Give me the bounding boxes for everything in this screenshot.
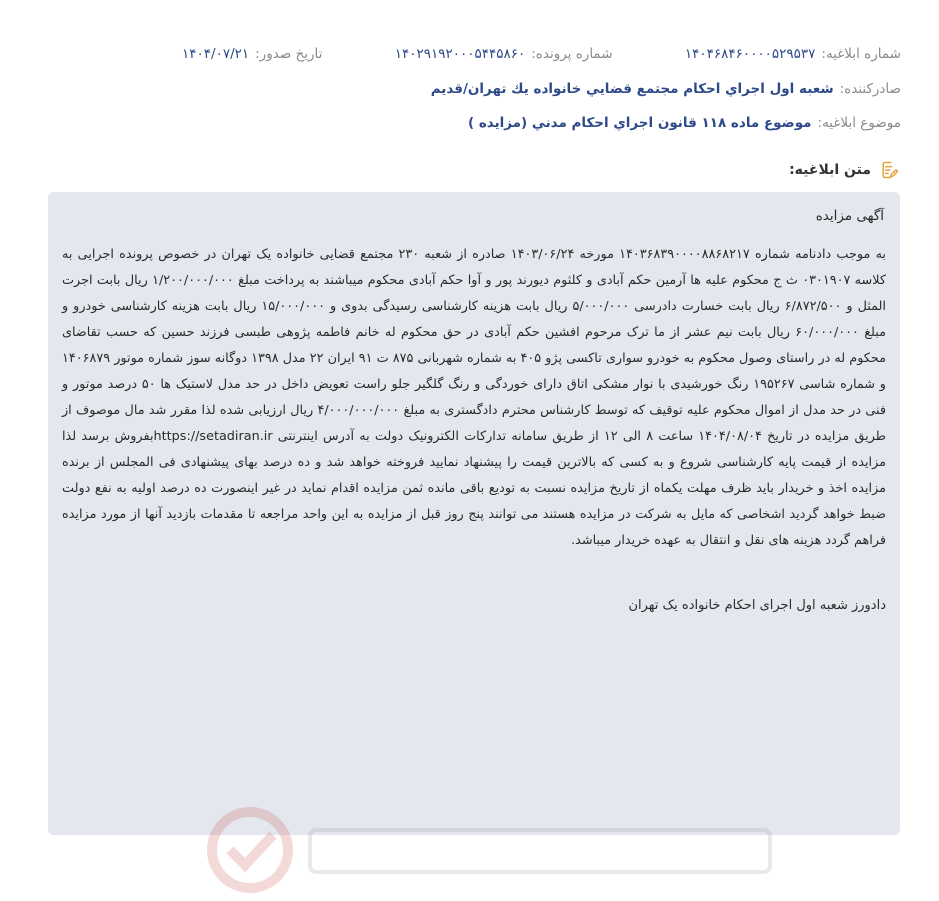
meta-row-subject bbox=[40, 115, 901, 131]
notice-number-label: شماره ابلاغیه: bbox=[821, 46, 901, 62]
notice-number-value: ۱۴۰۴۶۸۴۶۰۰۰۰۵۲۹۵۳۷ bbox=[684, 46, 816, 62]
notice-signature: دادورز شعبه اول اجرای احکام خانواده یک تهران bbox=[628, 598, 886, 613]
notice-body: به موجب دادنامه شماره ۱۴۰۳۶۸۳۹۰۰۰۰۸۸۶۸۲۱۷ مورخه ۱۴۰۳/۰۶/۲۴ صادره از شعبه ۲۳۰ مجتمع قضایی خانواده یک تهران در خصوص پرونده اجرایی به کلاسه ۰۳۰۱۹۰۷ ث ج محکوم علیه ها آرمین حکم آبادی و کلثوم دیورند پور و آوا حکم آبادی محکوم میباشند به پرداخت مبلغ ۱/۲۰۰/۰۰۰/۰۰۰ ریال بابت اجرت المثل و ۶/۸۷۲/۵۰۰ ریال بابت خسارت دادرسی ۵/۰۰۰/۰۰۰ ریال بابت هزینه کارشناسی رسیدگی بدوی و ۱۵/۰۰۰/۰۰۰ ریال بابت هزینه کارشناسی خودرو و مبلغ ۶۰/۰۰۰/۰۰۰ ریال بابت نیم عشر از ما ترک مرحوم افشین حکم آبادی در حق محکوم له خانم فاطمه پژوهی طبسی فرزند حسین که حسب تقاضای محکوم له در راستای وصول محکوم به خودرو سواری تاکسی پژو ۴۰۵ به شماره شهربانی ۸۷۵ ت ۹۱ ایران ۲۲ مدل ۱۳۹۸ دوگانه سوز شماره موتور ۱۴۰۶۸۷۹ و شماره شاسی ۱۹۵۲۶۷ رنگ خورشیدی با نوار مشکی اتاق دارای خوردگی و رنگ گلگیر جلو راست تعویض داخل در حد مدل لاستیک ها ۵۰ درصد موتور و فنی در حد مدل از اموال محکوم علیه توقیف که توسط کارشناس محترم دادگستری به مبلغ ۴/۰۰۰/۰۰۰/۰۰۰ ریال ارزیابی شده لذا مقرر شد مال موصوف از طریق مزایده در تاریخ ۱۴۰۴/۰۸/۰۴ ساعت ۸ الی ۱۲ از طریق سامانه تدارکات الکترونیک دولت به آدرس اینترنتی https://setadiran.irبفروش برسد لذا مزایده از قیمت پایه کارشناسی شروع و به کسی که بالاترین قیمت را پیشنهاد نمایید فروخته خواهد شد و ده درصد بهای پیشنهادی فی المجلس از برنده مزایده اخذ و خریدار باید ظرف مهلت یکماه از تاریخ مزایده نسبت به تودیع باقی مانده ثمن مزایده اقدام نماید در غیر اینصورت ده درصد اولیه به نفع دولت ضبط خواهد گردید اشخاصی که مایل به شرکت در مزایده هستند می توانند پنج روز قبل از مزایده به این واحد مراجعه تا مقدمات بازدید آنها از مورد مزایده فراهم گردد هزینه های نقل و انتقال به عهده خریدار میباشد. bbox=[62, 247, 886, 548]
meta-row-issuer bbox=[40, 81, 901, 97]
case-number-label: شماره پرونده: bbox=[531, 46, 613, 62]
issue-date-value: ۱۴۰۴/۰۷/۲۱ bbox=[182, 46, 250, 62]
notice-text-heading bbox=[789, 160, 899, 180]
case-number-field bbox=[395, 46, 613, 62]
issue-date-label: تاریخ صدور: bbox=[255, 46, 323, 62]
notice-text-box bbox=[48, 192, 900, 835]
issuer-field bbox=[431, 81, 901, 97]
notice-number-field bbox=[685, 46, 901, 62]
notice-text-heading-label: متن ابلاغیه: bbox=[789, 162, 871, 178]
issue-date-field bbox=[182, 46, 322, 62]
notice-title: آگهی مزایده bbox=[815, 208, 884, 224]
issuer-label: صادرکننده: bbox=[839, 81, 901, 97]
case-number-value: ۱۴۰۲۹۱۹۲۰۰۰۵۴۴۵۸۶۰ bbox=[394, 46, 526, 62]
subject-label: موضوع ابلاغیه: bbox=[817, 115, 901, 131]
document-edit-icon bbox=[879, 160, 899, 180]
subject-value: موضوع ماده ۱۱۸ قانون اجراي احکام مدني (مزايده ) bbox=[467, 115, 812, 131]
meta-row-numbers bbox=[40, 46, 901, 62]
issuer-value: شعبه اول اجراي احکام مجتمع قضايي خانواده يك تهران/قديم bbox=[430, 81, 834, 97]
subject-field bbox=[468, 115, 901, 131]
